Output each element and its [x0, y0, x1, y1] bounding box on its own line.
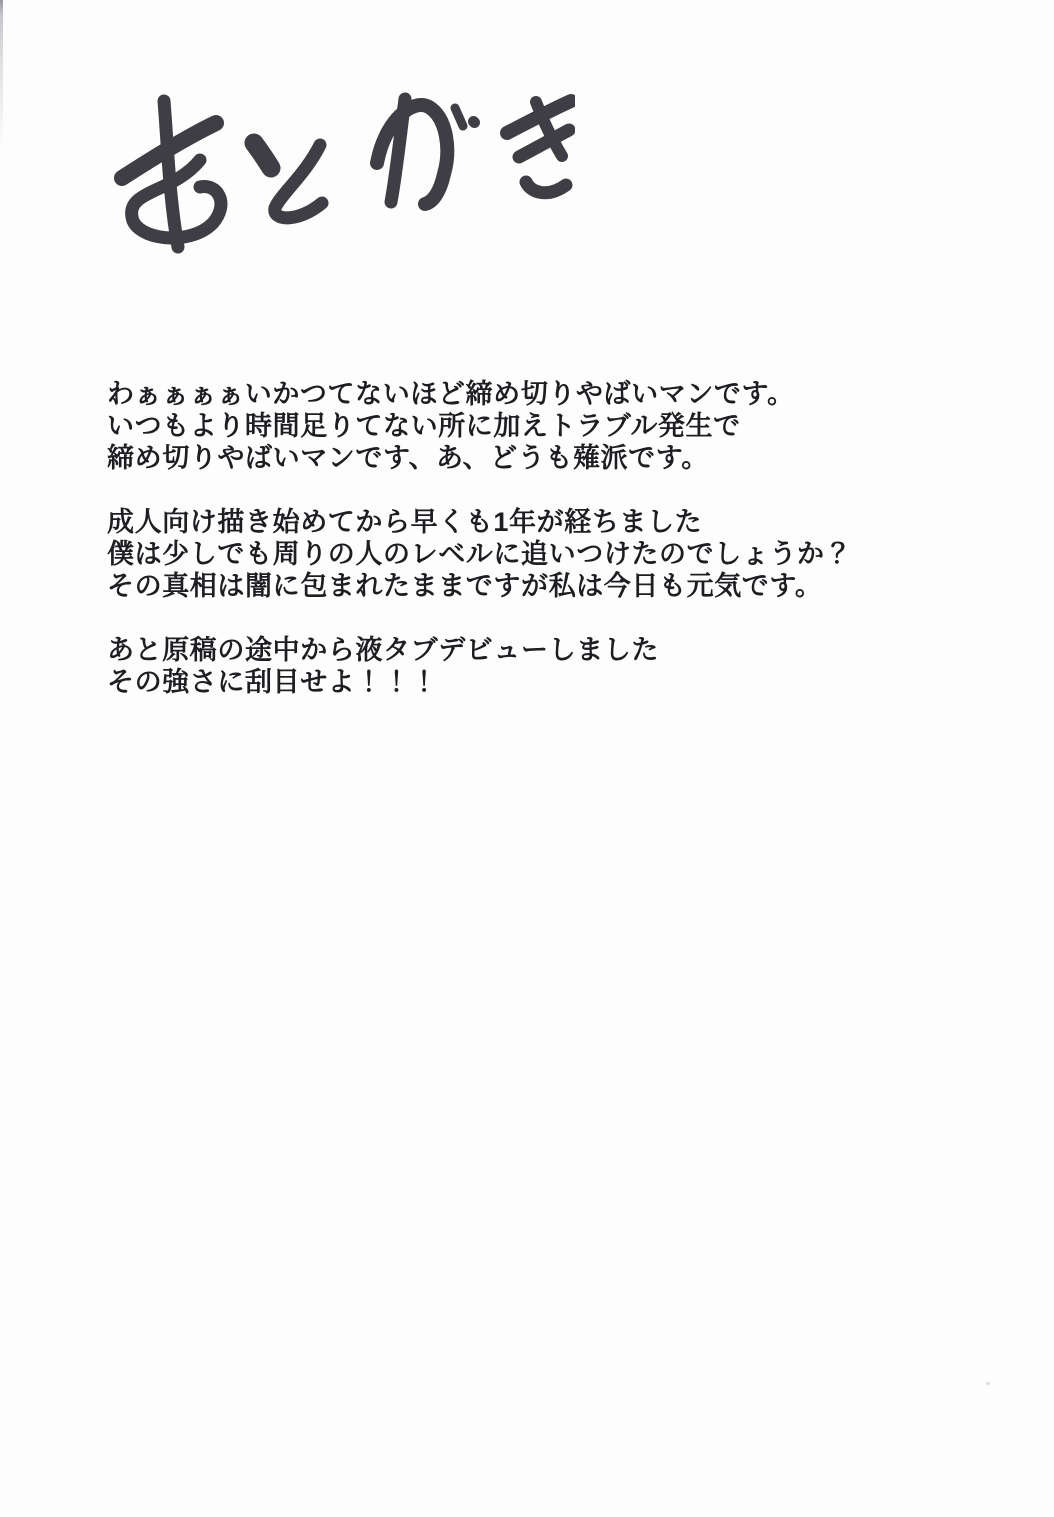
afterword-line: その真相は闇に包まれたままですが私は今日も元気です。: [107, 571, 823, 601]
afterword-paragraph-2: [107, 506, 887, 602]
afterword-line: 僕は少しでも周りの人のレベルに追いつけたのでしょうか？: [107, 539, 853, 569]
scan-edge-artifact: [0, 0, 3, 150]
dakuten-dot: [474, 122, 475, 123]
afterword-line: いつもより時間足りてない所に加えトラブル発生で: [107, 411, 741, 441]
scan-speck: [986, 1382, 990, 1385]
dakuten-stroke: [455, 108, 463, 126]
title-char-a: [122, 101, 221, 247]
title-char-ki: [507, 101, 571, 193]
page-title: [95, 90, 575, 262]
afterword-paragraph-1: [107, 378, 887, 474]
afterword-line: その強さに刮目せよ！！！: [107, 667, 439, 697]
stroke: [254, 143, 271, 168]
afterword-line: 成人向け描き始めてから早くも1年が経ちました: [107, 507, 703, 537]
afterword-line: 締め切りやばいマンです、あ、どうも薙派です。: [107, 443, 709, 473]
stroke: [275, 145, 322, 218]
title-char-ga: [377, 99, 475, 204]
afterword-text: [107, 378, 887, 730]
stroke: [526, 182, 566, 193]
afterword-line: わぁぁぁぁいかつてないほど締め切りやばいマンです。: [107, 379, 795, 409]
afterword-line: あと原稿の途中から液タブデビューしました: [107, 635, 659, 665]
afterword-paragraph-3: [107, 634, 887, 698]
title-char-to: [254, 143, 322, 218]
title-handwriting-icon: [95, 90, 575, 262]
